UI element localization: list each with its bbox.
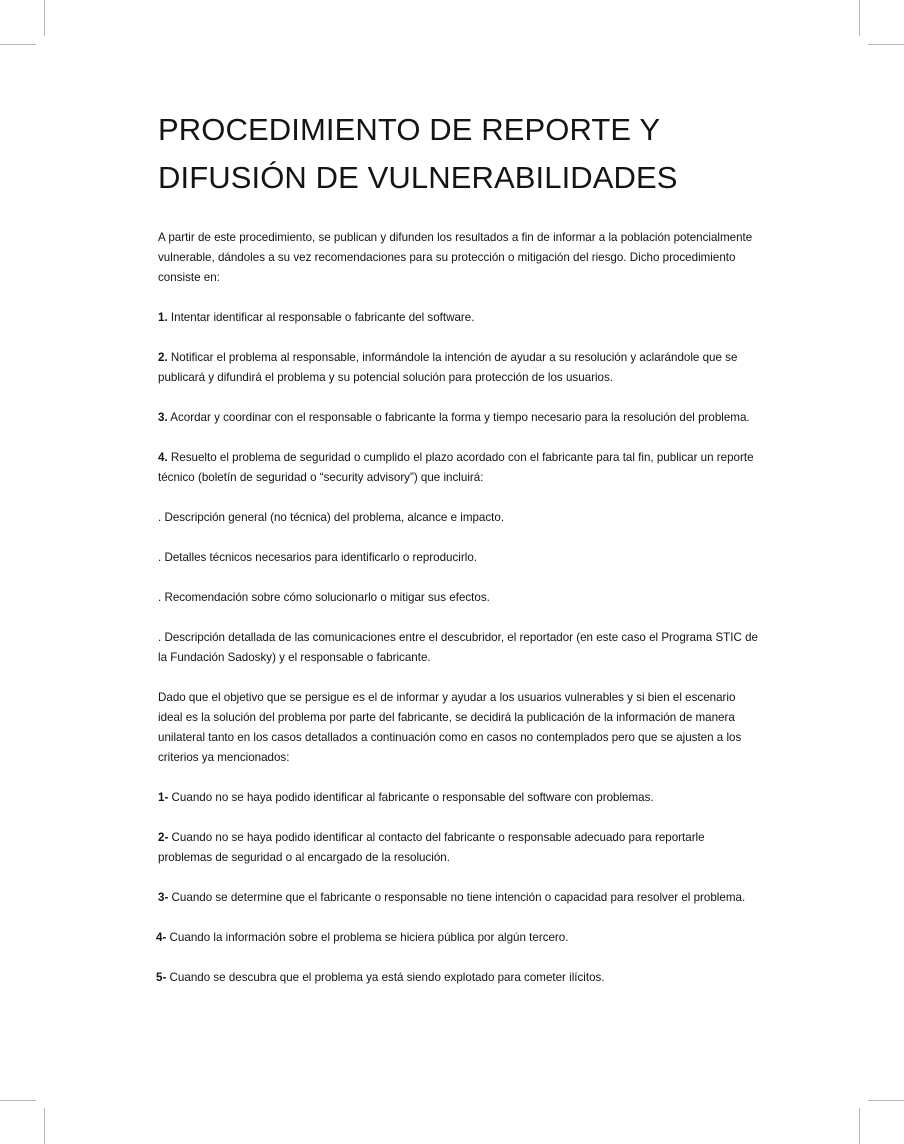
step-text: Acordar y coordinar con el responsable o fabricante la forma y tiempo necesario para la resolución del problema. <box>170 411 750 424</box>
criteria-number: 2- <box>158 831 169 844</box>
page-title-line-1: PROCEDIMIENTO DE REPORTE Y <box>158 112 661 147</box>
step-number: 1. <box>158 311 168 324</box>
criteria-item <box>158 888 758 908</box>
criteria-number: 1- <box>158 791 169 804</box>
step-text: Resuelto el problema de seguridad o cumplido el plazo acordado con el fabricante para tal fin, publicar un reporte técnico (boletín de seguridad o “security advisory”) que incluirá: <box>158 451 754 484</box>
crop-mark <box>868 44 904 45</box>
criteria-item <box>158 828 758 868</box>
criteria-number: 4- <box>156 931 167 944</box>
report-item: . Recomendación sobre cómo solucionarlo o mitigar sus efectos. <box>158 591 490 604</box>
step-number: 4. <box>158 451 168 464</box>
criteria-intro-paragraph: Dado que el objetivo que se persigue es el de informar y ayudar a los usuarios vulnerables y si bien el escenario ideal es la solución del problema por parte del fabricante, se decidirá la publicación de la información de manera unilateral tanto en los casos detallados a continuación como en casos no contemplados pero que se ajusten a los criterios ya mencionados: <box>158 691 742 764</box>
step-item <box>158 348 758 388</box>
criteria-number: 5- <box>156 971 167 984</box>
step-item <box>158 308 758 328</box>
criteria-number: 3- <box>158 891 169 904</box>
criteria-item <box>156 928 758 948</box>
crop-mark <box>859 1108 860 1144</box>
intro-paragraph: A partir de este procedimiento, se publican y difunden los resultados a fin de informar a la población potencialmente vulnerable, dándoles a su vez recomendaciones para su protección o mitigación del riesgo. Dicho procedimiento consiste en: <box>158 231 753 284</box>
step-item <box>158 448 758 488</box>
step-item <box>158 408 758 428</box>
criteria-text: Cuando se determine que el fabricante o responsable no tiene intención o capacidad para resolver el problema. <box>171 891 746 904</box>
report-item: . Detalles técnicos necesarios para identificarlo o reproducirlo. <box>158 551 477 564</box>
crop-mark <box>44 0 45 36</box>
criteria-text: Cuando no se haya podido identificar al fabricante o responsable del software con problemas. <box>171 791 654 804</box>
step-text: Notificar el problema al responsable, informándole la intención de ayudar a su resolución y aclarándole que se publicará y difundirá el problema y su potencial solución para protección de los usuarios. <box>158 351 738 384</box>
criteria-item <box>158 788 758 808</box>
step-number: 2. <box>158 351 168 364</box>
crop-mark <box>859 0 860 36</box>
crop-mark <box>44 1108 45 1144</box>
crop-mark <box>868 1100 904 1101</box>
report-item: . Descripción detallada de las comunicaciones entre el descubridor, el reportador (en este caso el Programa STIC de la Fundación Sadosky) y el responsable o fabricante. <box>158 631 758 664</box>
criteria-text: Cuando no se haya podido identificar al contacto del fabricante o responsable adecuado para reportarle problemas de seguridad o al encargado de la resolución. <box>158 831 705 864</box>
criteria-text: Cuando se descubra que el problema ya está siendo explotado para cometer ilícitos. <box>169 971 605 984</box>
step-text: Intentar identificar al responsable o fabricante del software. <box>170 311 475 324</box>
page-title-line-2: DIFUSIÓN DE VULNERABILIDADES <box>158 160 678 195</box>
crop-mark <box>0 1100 36 1101</box>
criteria-text: Cuando la información sobre el problema se hiciera pública por algún tercero. <box>169 931 569 944</box>
page-title <box>158 106 798 202</box>
report-item: . Descripción general (no técnica) del problema, alcance e impacto. <box>158 511 505 524</box>
step-number: 3. <box>158 411 168 424</box>
document-body <box>158 228 758 1008</box>
crop-mark <box>0 44 36 45</box>
criteria-item <box>156 968 758 988</box>
